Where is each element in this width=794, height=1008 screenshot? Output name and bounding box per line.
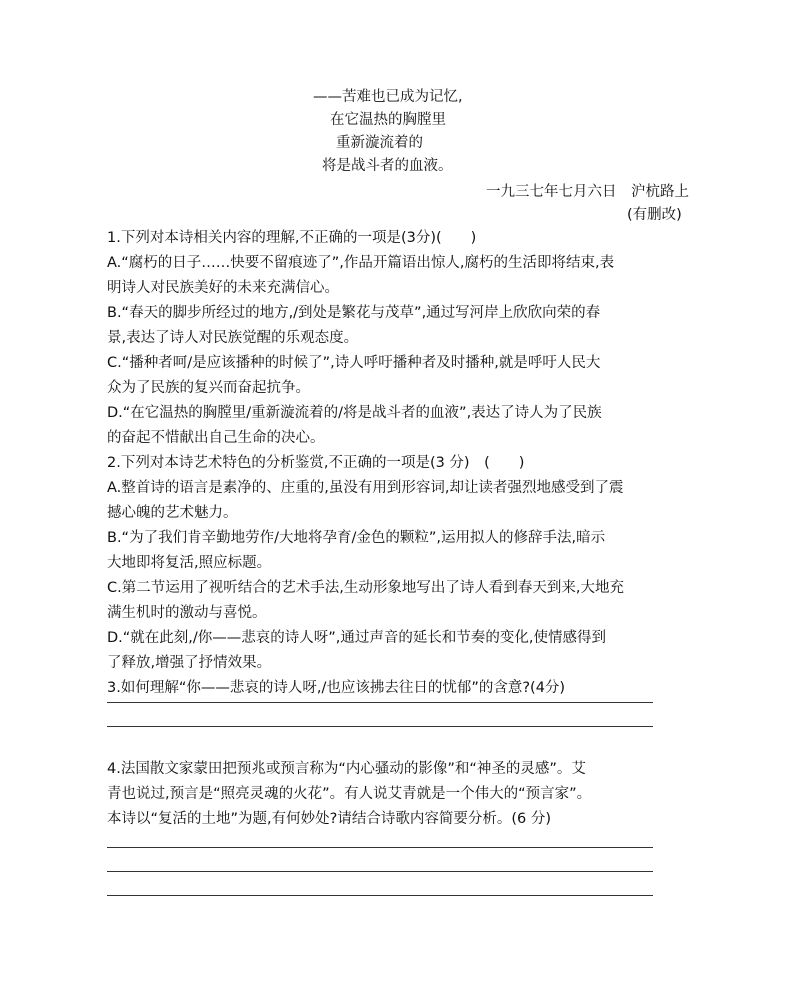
answer-line [107,726,653,727]
option-c: C.“播种者呵/是应该播种的时候了”,诗人呼吁播种者及时播种,就是呼吁人民大 [107,355,601,371]
option-a-cont: 明诗人对民族美好的未来充满信心。 [107,280,339,296]
option-c-cont: 满生机时的激动与喜悦。 [107,605,267,621]
answer-area-q3[interactable] [107,702,653,750]
poem-date: 一九三七年七月六日 沪杭路上 [486,184,689,200]
poem-line: ——苦难也已成为记忆, [313,89,463,105]
answer-line [107,871,653,872]
option-d-cont: 的奋起不惜献出自己生命的决心。 [107,430,325,446]
option-d: D.“就在此刻,/你——悲哀的诗人呀”,通过声音的延长和节奏的变化,使情感得到 [107,630,607,646]
question-stem: 1.下列对本诗相关内容的理解,不正确的一项是(3分)( ) [107,230,477,246]
question-stem-cont: 青也说过,预言是“照亮灵魂的火花”。有人说艾青就是一个伟大的“预言家”。 [107,786,592,802]
option-b: B.“为了我们肯辛勤地劳作/大地将孕育/金色的颗粒”,运用拟人的修辞手法,暗示 [107,530,606,546]
question-2 [107,451,697,676]
answer-line [107,895,653,896]
questions-section [107,226,697,701]
poem-line: 将是战斗者的血液。 [322,158,453,174]
option-c: C.第二节运用了视听结合的艺术手法,生动形象地写出了诗人看到春天到来,大地充 [107,580,624,596]
poem-note: (有删改) [627,207,682,223]
question-1 [107,226,697,451]
question-stem: 3.如何理解“你——悲哀的诗人呀,/也应该拂去往日的忧郁”的含意?(4分) [107,680,566,696]
answer-line [107,847,653,848]
option-a: A.“腐朽的日子……快要不留痕迹了”,作品开篇语出惊人,腐朽的生活即将结束,表 [107,255,615,271]
option-c-cont: 众为了民族的复兴而奋起抗争。 [107,380,310,396]
question-stem-cont: 本诗以“复活的土地”为题,有何妙处?请结合诗歌内容简要分析。(6 分) [107,811,551,827]
question-stem: 4.法国散文家蒙田把预兆或预言称为“内心骚动的影像”和“神圣的灵感”。艾 [107,761,586,777]
question-3 [107,676,697,701]
option-b: B.“春天的脚步所经过的地方,/到处是繁花与茂草”,通过写河岸上欣欣向荣的春 [107,305,601,321]
answer-area-q4[interactable] [107,847,653,919]
poem-line: 在它温热的胸膛里 [330,112,446,128]
option-b-cont: 景,表达了诗人对民族觉醒的乐观态度。 [107,330,359,346]
question-stem: 2.下列对本诗艺术特色的分析鉴赏,不正确的一项是(3 分) ( ) [107,455,525,471]
option-d-cont: 了释放,增强了抒情效果。 [107,655,272,671]
option-a-cont: 撼心魄的艺术魅力。 [107,505,238,521]
option-a: A.整首诗的语言是素净的、庄重的,虽没有用到形容词,却让读者强烈地感受到了震 [107,480,624,496]
option-d: D.“在它温热的胸膛里/重新漩流着的/将是战斗者的血液”,表达了诗人为了民族 [107,405,602,421]
question-4 [107,757,697,832]
answer-line [107,702,653,703]
poem-line: 重新漩流着的 [336,135,423,151]
option-b-cont: 大地即将复活,照应标题。 [107,555,272,571]
